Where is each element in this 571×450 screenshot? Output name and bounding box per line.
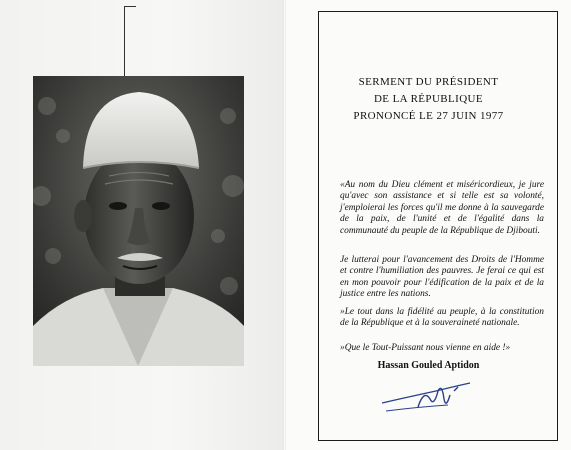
oath-paragraph-1: «Au nom du Dieu clément et miséricordieux, je jure qu'avec son assistance et si telle est sa volonté, j'emploierai les forces qu'il me donne à la sauvegarde de la paix, de l'unité et de l'égalité dans la communauté du peuple de la République de Djibouti. (340, 180, 544, 236)
left-page (0, 0, 283, 450)
oath-paragraph-3: »Le tout dans la fidélité au peuple, à la constitution de la République et à la souveraineté nationale. (340, 307, 544, 329)
oath-paragraph-4: »Que le Tout-Puissant nous vienne en aide !» (340, 343, 511, 353)
heading-line-2: DE LA RÉPUBLIQUE (373, 93, 484, 105)
heading-line-3: PRONONCÉ LE 27 JUIN 1977 (353, 110, 504, 122)
right-page (286, 0, 571, 450)
portrait-photo (33, 76, 244, 366)
handwritten-signature (378, 377, 488, 417)
oath-paragraph-2: Je lutterai pour l'avancement des Droits de l'Homme et contre l'humiliation des pauvres. Je ferai ce qui est en mon pouvoir pour l'édification de la paix et de la justice entre les nations. (340, 255, 544, 300)
frame-corner-line (124, 6, 136, 7)
frame-corner-line (124, 6, 125, 76)
signatory-name: Hassan Gouled Aptidon (377, 360, 480, 371)
heading-line-1: SERMENT DU PRÉSIDENT (358, 76, 499, 88)
